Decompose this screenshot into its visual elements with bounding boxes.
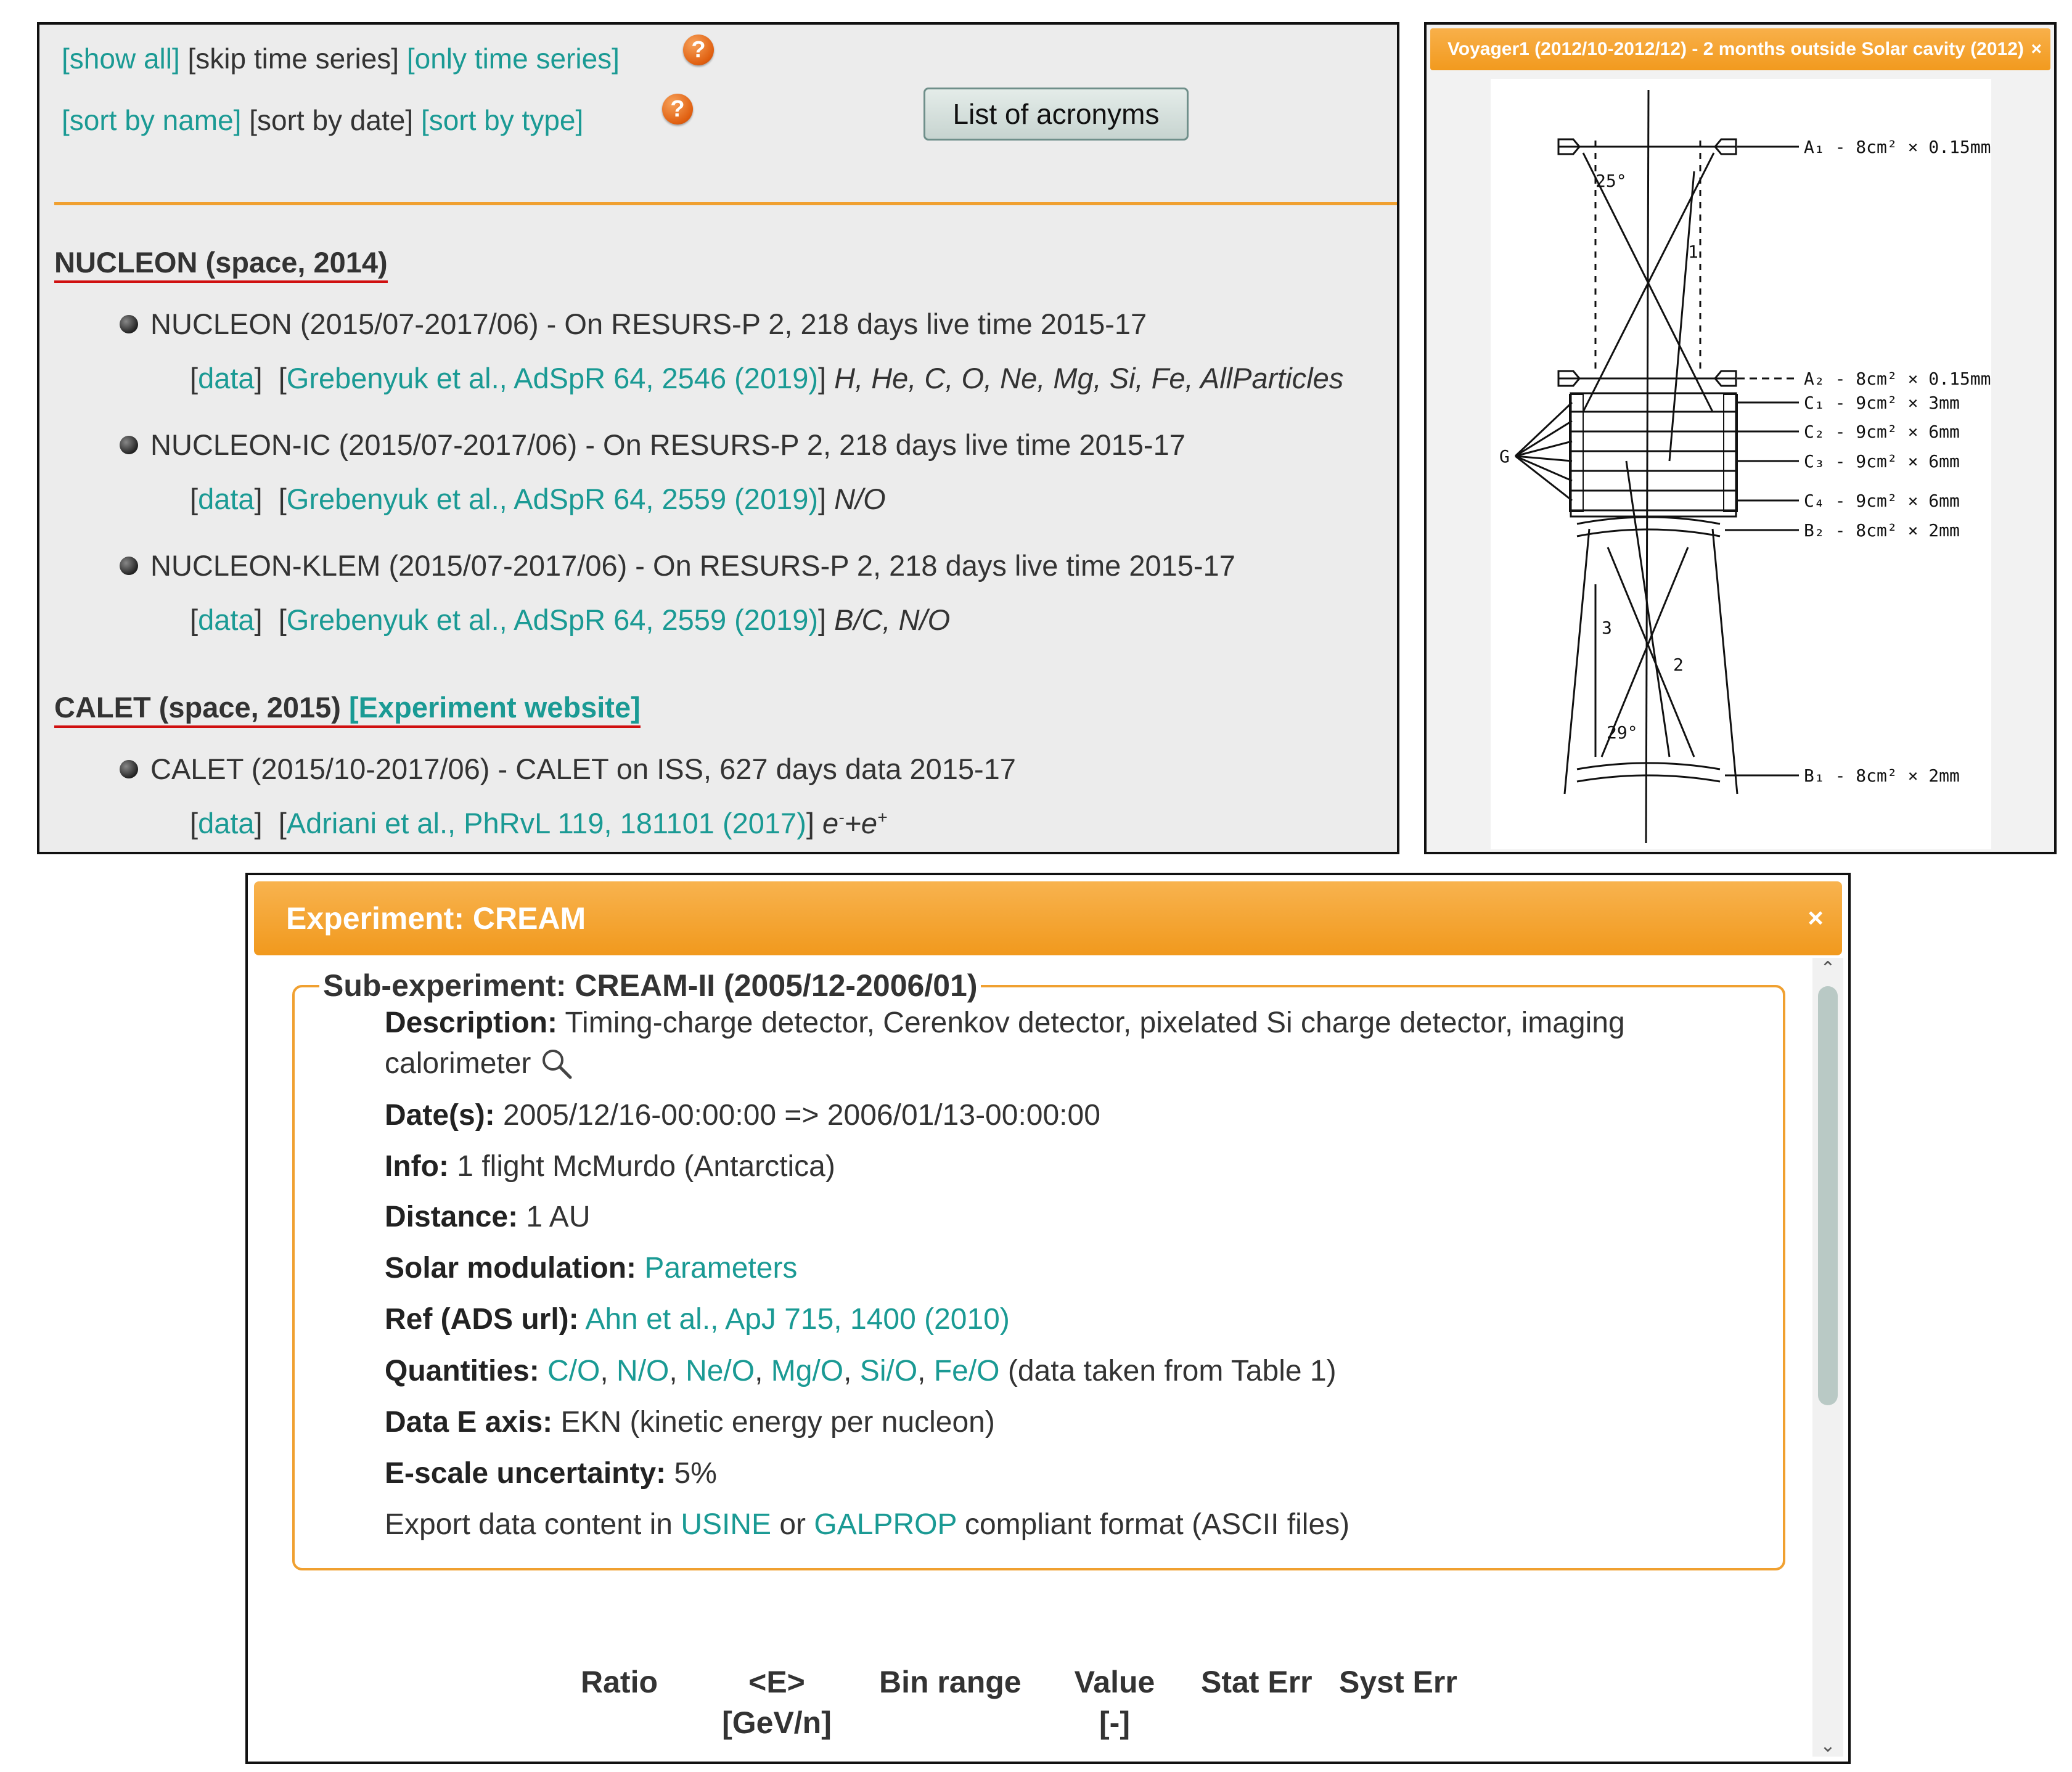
description-field — [385, 1006, 1625, 1040]
col-bin-range: Bin range — [879, 1665, 1022, 1699]
ref-link[interactable]: Ahn et al., ApJ 715, 1400 (2010) — [585, 1303, 1010, 1336]
quantities-note: (data taken from Table 1) — [1007, 1355, 1337, 1387]
only-time-series-link[interactable]: [only time series] — [406, 43, 620, 75]
label-angle-bottom: 29° — [1607, 722, 1638, 743]
col-energy-line1: <E> — [748, 1665, 805, 1699]
scroll-up-icon[interactable]: ⌃ — [1820, 958, 1836, 979]
info-label: Info: — [385, 1150, 449, 1183]
e-axis-field — [385, 1405, 995, 1439]
col-stat-err: Stat Err — [1201, 1665, 1312, 1699]
col-value-line2: [-] — [1099, 1705, 1130, 1740]
bullet-icon — [120, 436, 138, 454]
voyager-popup-titlebar[interactable] — [1430, 28, 2050, 70]
quantity-link[interactable]: Si/O — [859, 1355, 918, 1387]
quantities-list: H, He, C, O, Ne, Mg, Si, Fe, AllParticles — [834, 362, 1344, 394]
quantities-list — [822, 807, 887, 839]
reference-link[interactable]: Adriani et al., PhRvL 119, 181101 (2017) — [286, 807, 806, 839]
ref-field — [385, 1302, 1010, 1336]
list-of-acronyms-button[interactable]: List of acronyms — [923, 88, 1189, 141]
quantities-field: Quantities: C/O, N/O, Ne/O, Mg/O, Si/O, Fe/O (data taken from Table 1) — [385, 1355, 1337, 1387]
col-ratio: Ratio — [581, 1665, 658, 1699]
bullet-icon — [120, 315, 138, 333]
e-axis-label: Data E axis: — [385, 1406, 553, 1439]
info-field — [385, 1149, 835, 1183]
reference-link[interactable]: Grebenyuk et al., AdSpR 64, 2559 (2019) — [286, 603, 819, 636]
e-scale-field — [385, 1456, 717, 1490]
data-link[interactable]: data — [198, 483, 255, 515]
label-b2: B₂ - 8cm² × 2mm — [1804, 520, 1960, 541]
e-scale-value: 5% — [674, 1457, 717, 1490]
subexperiment-fieldset — [292, 968, 1785, 1570]
quantity-link[interactable]: Fe/O — [933, 1355, 1000, 1387]
section-divider — [54, 202, 1399, 205]
col-syst-err: Syst Err — [1339, 1665, 1457, 1699]
reference-line: [data] [Grebenyuk et al., AdSpR 64, 2546 (2019)] H, He, C, O, Ne, Mg, Si, Fe, AllParticles — [190, 362, 1344, 394]
detector-diagram-svg — [1491, 79, 1991, 849]
dates-label: Date(s): — [385, 1099, 495, 1132]
data-link[interactable]: data — [198, 807, 255, 839]
experiment-title-nucleon: NUCLEON (space, 2014) — [54, 245, 388, 283]
vertical-scrollbar[interactable] — [1812, 958, 1843, 1757]
data-link[interactable]: data — [198, 362, 255, 394]
scrollbar-thumb[interactable] — [1818, 986, 1838, 1405]
e-axis-value: EKN (kinetic energy per nucleon) — [560, 1406, 995, 1439]
dates-value: 2005/12/16-00:00:00 => 2006/01/13-00:00:00 — [503, 1099, 1100, 1132]
solar-modulation-label: Solar modulation: — [385, 1252, 636, 1284]
description-value: Timing-charge detector, Cerenkov detector, pixelated Si charge detector, imaging — [565, 1006, 1625, 1039]
col-value-line1: Value — [1074, 1665, 1155, 1699]
reference-line: [data] [Adriani et al., PhRvL 119, 181101 (2017)] e-+e+ — [190, 807, 888, 839]
quantity-electron: e — [822, 807, 839, 839]
scroll-down-icon[interactable]: ⌄ — [1820, 1736, 1836, 1756]
close-icon[interactable]: × — [2031, 39, 2042, 59]
sort-by-type-link[interactable]: [sort by type] — [420, 104, 584, 136]
cream-popup-titlebar[interactable] — [254, 881, 1842, 955]
label-b1: B₁ - 8cm² × 2mm — [1804, 766, 1960, 786]
label-track-3: 3 — [1602, 618, 1612, 638]
col-energy — [715, 1662, 838, 1743]
label-a2: A₂ - 8cm² × 0.15mm — [1804, 369, 1991, 389]
quantity-link[interactable]: N/O — [616, 1355, 670, 1387]
quantity-link[interactable]: Mg/O — [771, 1355, 844, 1387]
quantities-list: N/O — [834, 483, 886, 515]
experiment-title-text: CALET (space, 2015) — [54, 691, 341, 724]
description-field-cont — [385, 1047, 574, 1081]
subexperiment-label[interactable]: NUCLEON (2015/07-2017/06) - On RESURS-P 2, 218 days live time 2015-17 — [150, 308, 1147, 340]
reference-line: [data] [Grebenyuk et al., AdSpR 64, 2559 (2019)] B/C, N/O — [190, 603, 951, 636]
subexperiment-line — [120, 307, 1147, 341]
magnifier-icon[interactable] — [539, 1047, 574, 1081]
parameters-link[interactable]: Parameters — [644, 1252, 798, 1284]
data-link[interactable]: data — [198, 603, 255, 636]
label-g: G — [1499, 446, 1510, 467]
label-c3: C₃ - 9cm² × 6mm — [1804, 451, 1960, 472]
quantities-list: B/C, N/O — [834, 603, 951, 636]
solar-modulation-field — [385, 1251, 797, 1285]
distance-field — [385, 1200, 590, 1234]
sort-help-icon[interactable]: ? — [662, 94, 693, 125]
export-field — [385, 1508, 1349, 1541]
description-value-cont: calorimeter — [385, 1047, 531, 1080]
distance-label: Distance: — [385, 1201, 518, 1233]
show-all-link[interactable]: [show all] — [62, 43, 180, 75]
sort-by-date-label: [sort by date] — [249, 104, 414, 136]
experiment-title-calet — [54, 690, 641, 728]
voyager-popup — [1424, 22, 2057, 854]
quantity-minus-sup: - — [838, 807, 845, 827]
label-c4: C₄ - 9cm² × 6mm — [1804, 491, 1960, 511]
experiment-website-link[interactable]: [Experiment website] — [349, 691, 641, 724]
bullet-icon — [120, 557, 138, 575]
label-track-2: 2 — [1673, 655, 1684, 675]
sort-row — [62, 104, 583, 137]
quantity-link[interactable]: Ne/O — [686, 1355, 755, 1387]
detector-diagram-image — [1491, 79, 1991, 849]
reference-link[interactable]: Grebenyuk et al., AdSpR 64, 2559 (2019) — [286, 483, 819, 515]
description-label: Description: — [385, 1006, 558, 1039]
e-scale-label: E-scale uncertainty: — [385, 1457, 666, 1490]
subexperiment-legend: Sub-experiment: CREAM-II (2005/12-2006/01) — [319, 968, 981, 1003]
sort-by-name-link[interactable]: [sort by name] — [62, 104, 242, 136]
export-prefix: Export data content in — [385, 1508, 673, 1541]
subexperiment-line — [120, 549, 1235, 582]
quantity-link[interactable]: C/O — [547, 1355, 600, 1387]
export-or: or — [779, 1508, 806, 1541]
skip-time-series-label: [skip time series] — [187, 43, 399, 75]
voyager-popup-title: Voyager1 (2012/10-2012/12) - 2 months outside Solar cavity (2012) — [1448, 39, 2024, 59]
cream-popup-title: Experiment: CREAM — [286, 901, 586, 936]
cream-popup — [245, 873, 1851, 1764]
subexperiment-label[interactable]: NUCLEON-KLEM (2015/07-2017/06) - On RESURS-P 2, 218 days live time 2015-17 — [150, 549, 1235, 582]
bullet-icon — [120, 760, 138, 778]
subexperiment-line — [120, 428, 1185, 462]
export-suffix: compliant format (ASCII files) — [964, 1508, 1350, 1541]
ref-label: Ref (ADS url): — [385, 1303, 579, 1336]
quantities-label: Quantities: — [385, 1355, 539, 1387]
dates-field — [385, 1098, 1100, 1132]
subexperiment-label[interactable]: CALET (2015/10-2017/06) - CALET on ISS, 627 days data 2015-17 — [150, 753, 1016, 785]
galprop-export-link[interactable]: GALPROP — [814, 1508, 957, 1541]
reference-link[interactable]: Grebenyuk et al., AdSpR 64, 2546 (2019) — [286, 362, 819, 394]
quantity-plus-sup: + — [877, 807, 888, 827]
quantity-positron: +e — [844, 807, 878, 839]
filter-row — [62, 42, 620, 75]
usine-export-link[interactable]: USINE — [681, 1508, 772, 1541]
label-angle-top: 25° — [1595, 171, 1627, 191]
col-value — [1073, 1662, 1157, 1743]
filter-help-icon[interactable]: ? — [683, 35, 714, 65]
subexperiment-line — [120, 752, 1016, 786]
distance-value: 1 AU — [526, 1201, 591, 1233]
label-track-1: 1 — [1688, 242, 1698, 262]
experiment-list-panel — [37, 22, 1399, 854]
col-energy-line2: [GeV/n] — [722, 1705, 832, 1740]
label-c2: C₂ - 9cm² × 6mm — [1804, 422, 1960, 442]
label-a1: A₁ - 8cm² × 0.15mm — [1804, 137, 1991, 157]
reference-line: [data] [Grebenyuk et al., AdSpR 64, 2559 (2019)] N/O — [190, 483, 886, 515]
close-icon[interactable]: × — [1808, 903, 1824, 933]
subexperiment-label[interactable]: NUCLEON-IC (2015/07-2017/06) - On RESURS-P 2, 218 days live time 2015-17 — [150, 428, 1185, 461]
label-c1: C₁ - 9cm² × 3mm — [1804, 393, 1960, 413]
info-value: 1 flight McMurdo (Antarctica) — [457, 1150, 835, 1183]
